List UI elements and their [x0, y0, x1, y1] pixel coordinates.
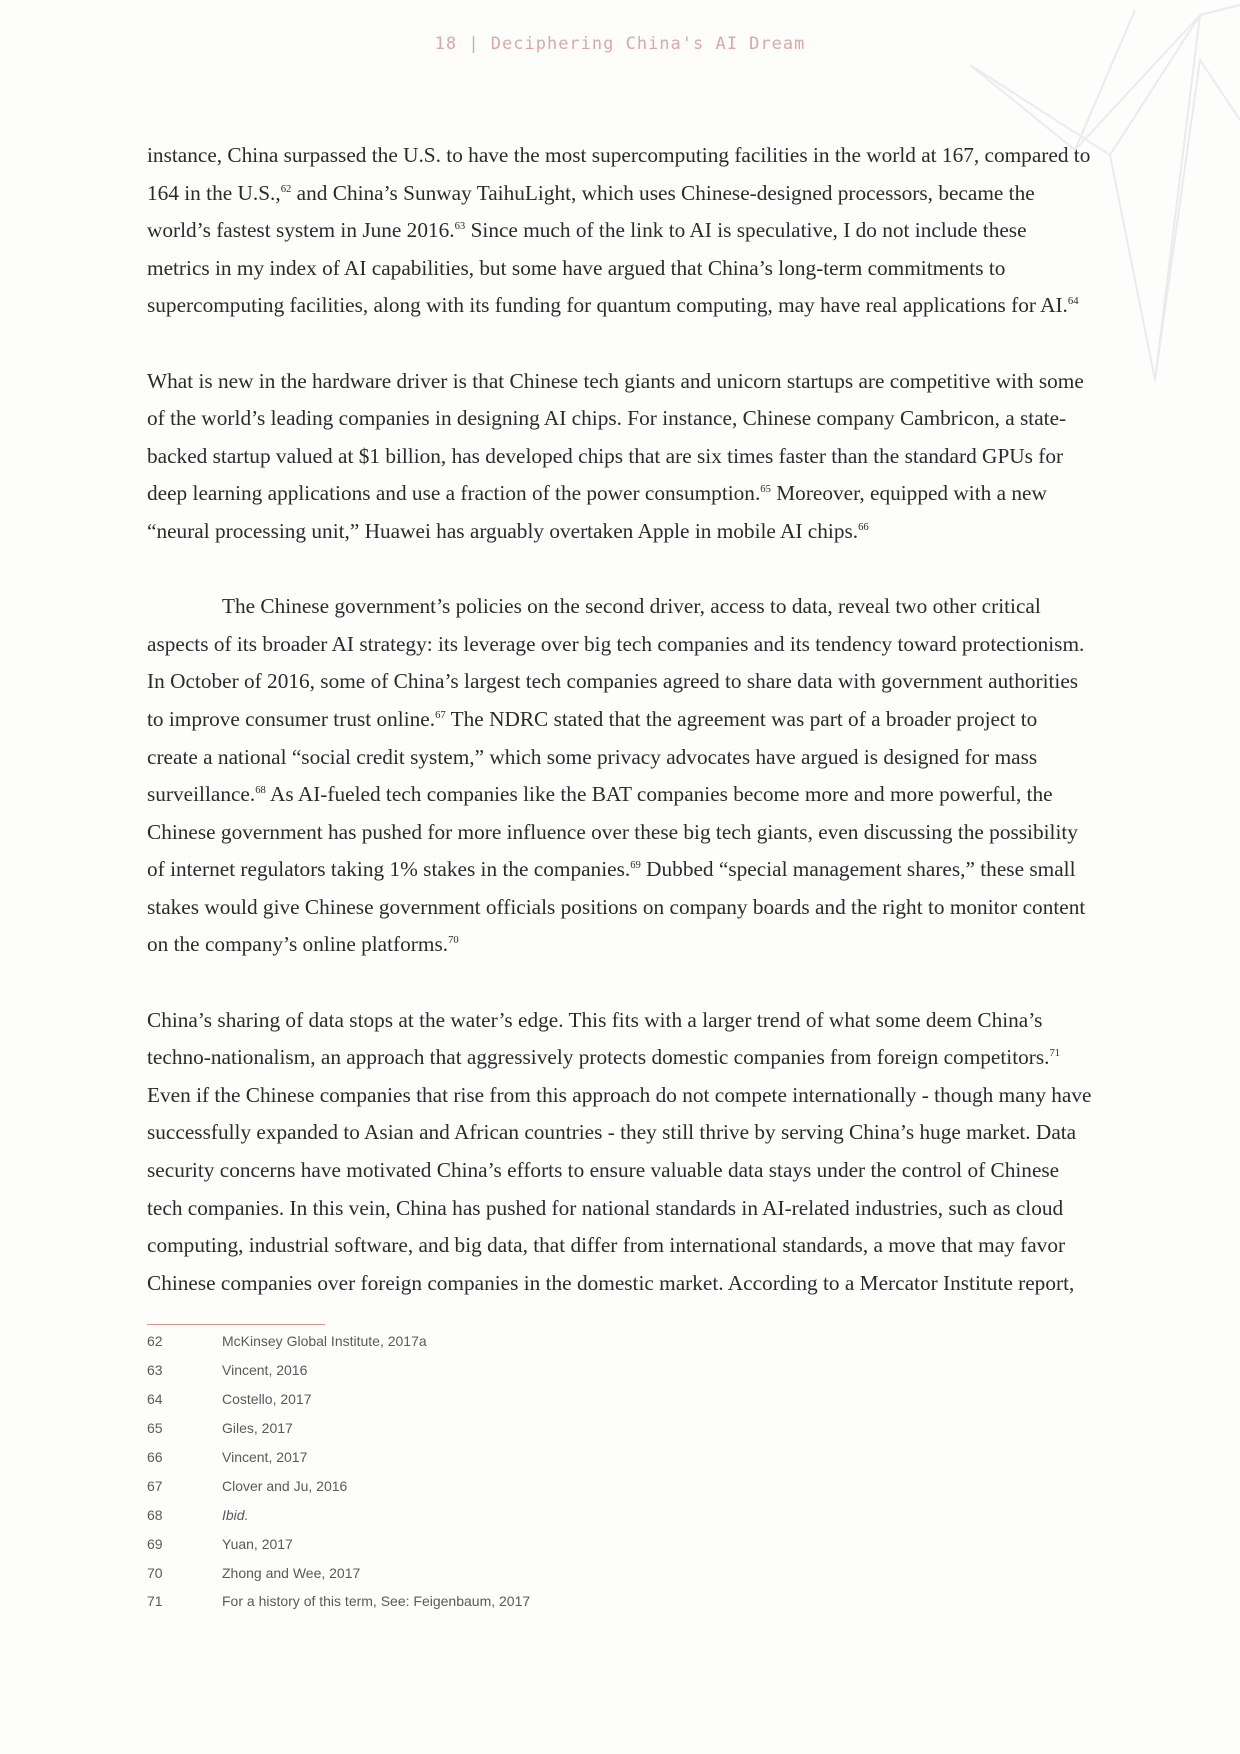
footnote-item — [147, 1529, 847, 1558]
main-body-text — [147, 137, 1093, 1340]
footnote-text: Costello, 2017 — [222, 1391, 312, 1408]
footnote-number: 63 — [147, 1362, 163, 1379]
paragraph-text: and China’s Sunway TaihuLight, which uses Chinese-designed processors, became the world’s fastest system in June 2016. — [147, 180, 1035, 243]
footnote-item — [147, 1558, 847, 1587]
footnote-item — [147, 1587, 847, 1616]
footnote-text: For a history of this term, See: Feigenbaum, 2017 — [222, 1593, 531, 1610]
footnote-text: McKinsey Global Institute, 2017a — [222, 1333, 427, 1350]
footnote-number: 68 — [147, 1506, 163, 1523]
footnote-reference: 62 — [280, 183, 292, 195]
footnote-item — [147, 1356, 847, 1385]
footnote-number: 69 — [147, 1535, 163, 1552]
paragraph-text: The Chinese government’s policies on the second driver, access to data, reveal two other critical aspects of its broader AI strategy: its leverage over big tech companies and its tendency toward protectionism. In October of 2016, some of China’s largest tech companies agreed to share data with government authorities to improve consumer trust online. — [147, 594, 1085, 731]
footnote-number: 64 — [147, 1391, 163, 1408]
footnote-number: 65 — [147, 1420, 163, 1437]
footnote-item — [147, 1471, 847, 1500]
footnote-item — [147, 1414, 847, 1443]
paragraph-text: What is new in the hardware driver is that Chinese tech giants and unicorn startups are competitive with some of the world’s leading companies in designing AI chips. For instance, Chinese company Cambricon, a state-backed startup valued at $1 billion, has developed chips that are six times faster than the standard GPUs for deep learning applications and use a fraction of the power consumption. — [147, 368, 1084, 506]
footnote-separator — [147, 1324, 325, 1325]
footnote-text: Yuan, 2017 — [222, 1535, 293, 1552]
paragraph-text: Moreover, equipped with a new “neural processing unit,” Huawei has arguably overtaken Apple in mobile AI chips. — [147, 481, 1047, 543]
footnote-text: Vincent, 2017 — [222, 1449, 308, 1465]
paragraph-text: instance, China surpassed the U.S. to have the most supercomputing facilities in the world at 167, compared to 164 in the U.S., — [147, 143, 1091, 205]
page-header: 18 | Deciphering China's AI Dream — [434, 34, 806, 54]
paragraph-text: Since much of the link to AI is speculative, I do not include these metrics in my index of AI capabilities, but some have argued that China’s long-term commitments to supercomputing facilities, along with its funding for quantum computing, may have real applications for AI. — [147, 218, 1068, 318]
footnote-number: 66 — [147, 1449, 163, 1465]
footnote-reference: 65 — [760, 484, 771, 496]
footnote-text: Giles, 2017 — [222, 1420, 293, 1437]
footnote-reference: 70 — [448, 935, 459, 947]
footnote-reference: 66 — [858, 521, 869, 533]
footnote-item — [147, 1500, 847, 1529]
footnote-text: Zhong and Wee, 2017 — [222, 1564, 361, 1581]
body-paragraph — [147, 1002, 1093, 1303]
footnote-item — [147, 1385, 847, 1414]
footnote-number: 71 — [147, 1593, 163, 1610]
footnote-item — [147, 1443, 847, 1472]
footnote-number: 62 — [147, 1333, 163, 1350]
body-paragraph — [147, 137, 1093, 325]
footnote-number: 67 — [147, 1477, 163, 1494]
footnote-reference: 67 — [435, 709, 446, 721]
footnote-text: Vincent, 2016 — [222, 1362, 308, 1379]
footnote-number: 70 — [147, 1564, 163, 1581]
footnote-text: Ibid. — [222, 1506, 249, 1523]
paragraph-text: Dubbed “special management shares,” these small stakes would give Chinese government officials positions on company boards and the right to monitor content on the company’s online platforms. — [147, 857, 1086, 957]
footnote-text: Clover and Ju, 2016 — [222, 1477, 348, 1494]
footnotes-list — [147, 1327, 847, 1616]
footnote-item — [147, 1327, 847, 1356]
footnote-reference: 63 — [454, 221, 466, 233]
paragraph-text: China’s sharing of data stops at the water’s edge. This fits with a larger trend of what some deem China’s techno-nationalism, an approach that aggressively protects domestic companies from foreign competitors. — [147, 1007, 1050, 1070]
paragraph-text: The NDRC stated that the agreement was part of a broader project to create a national “social credit system,” which some privacy advocates have argued is designed for mass surveillance. — [147, 706, 1038, 807]
body-paragraph — [147, 363, 1093, 551]
body-paragraph — [147, 588, 1093, 964]
footnote-reference: 68 — [255, 785, 266, 797]
paragraph-text: Even if the Chinese companies that rise from this approach do not compete internationally - though many have successfully expanded to Asian and African countries - they still thrive by serving China’s huge market. Data security concerns have motivated China’s efforts to ensure valuable data stays under the control of Chinese tech companies. In this vein, China has pushed for national standards in AI-related industries, such as cloud computing, industrial software, and big data, that differ from international standards, a move that may favor Chinese companies over foreign companies in the domestic market. According to a Mercator Institute report, — [147, 1082, 1092, 1295]
footnote-reference: 69 — [630, 860, 641, 872]
paragraph-text: As AI-fueled tech companies like the BAT companies become more and more powerful, the Chinese government has pushed for more influence over these big tech giants, even discussing the possibility of internet regulators taking 1% stakes in the companies. — [147, 782, 1078, 882]
footnote-reference: 71 — [1049, 1048, 1061, 1060]
footnote-reference: 64 — [1067, 296, 1079, 308]
